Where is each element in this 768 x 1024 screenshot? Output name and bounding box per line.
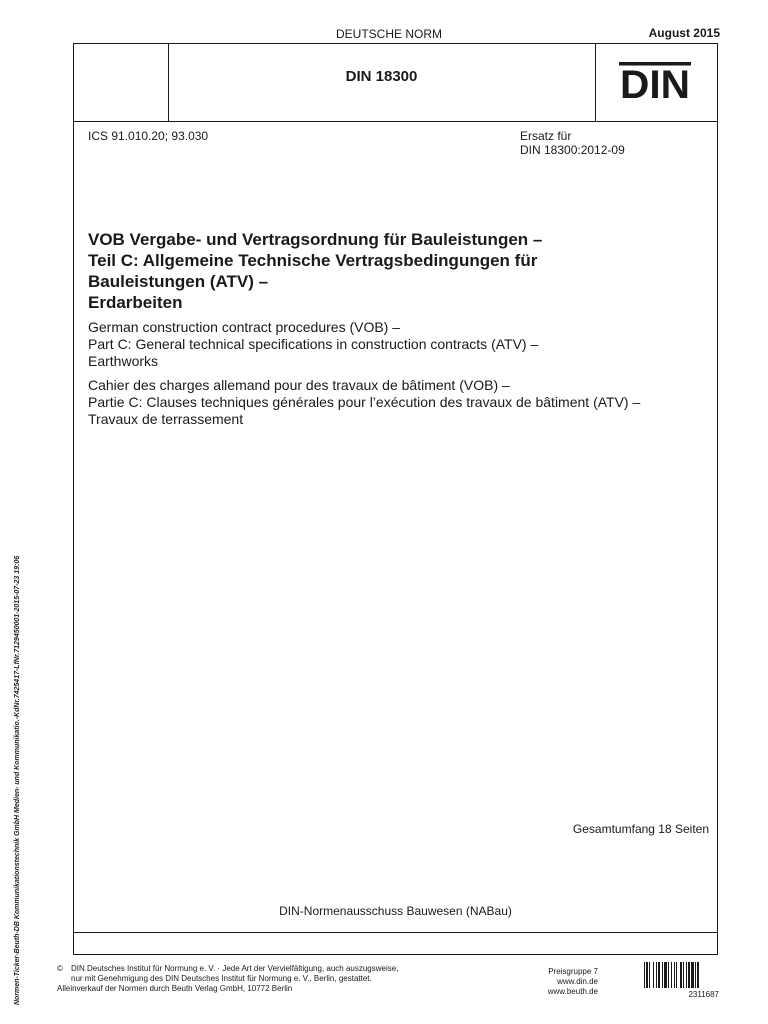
barcode-bar [691,962,694,988]
title-german-line: Bauleistungen (ATV) – [88,272,269,291]
title-german [88,229,708,313]
replaces-value: DIN 18300:2012-09 [520,143,625,157]
title-german-line: Teil C: Allgemeine Technische Vertragsbedingungen für [88,251,538,270]
barcode-image [644,962,719,988]
barcode-bar [680,962,682,988]
barcode-number: 2311687 [688,990,719,999]
barcode-bar [658,962,660,988]
title-english [88,319,708,370]
barcode-bar [656,962,657,988]
barcode-bar [695,962,696,988]
barcode-bar [653,962,654,988]
title-french-line: Travaux de terrassement [88,411,244,427]
barcode-bar [671,962,672,988]
header-row [74,44,717,122]
title-french-line: Partie C: Clauses techniques générales pour l’exécution des travaux de bâtiment (ATV) – [88,394,641,410]
barcode-bar [664,962,667,988]
title-english-line: Part C: General technical specifications in construction contracts (ATV) – [88,336,539,352]
title-english-line: Earthworks [88,353,159,369]
din-logo [619,62,691,102]
replaces-label: Ersatz für [520,129,572,143]
header-cell-logo [595,44,717,121]
side-watermark: Normen-Ticker-Beuth-DB Kommunikationstechnik GmbH Medien- und Kommunikatio.-KdNr.7425417-LfNr.7129450001-2015-07-23 19:06 [14,555,21,1005]
din-logo-text: DIN [620,63,690,102]
bottom-divider [74,932,717,933]
barcode-bar [686,962,687,988]
copyright-notice [57,964,398,994]
total-pages: Gesamtumfang 18 Seiten [572,822,709,836]
din-website[interactable]: www.din.de [557,977,598,986]
ics-code: ICS 91.010.20; 93.030 [88,129,209,143]
title-english-line: German construction contract procedures (VOB) – [88,319,401,335]
copyright-line: nur mit Genehmigung des DIN Deutsches Institut für Normung e. V., Berlin, gestattet. [71,974,372,983]
barcode-bar [688,962,690,988]
barcode-bar [649,962,650,988]
header-cell-number [168,44,596,121]
barcode-bar [644,962,645,988]
beuth-website[interactable]: www.beuth.de [547,987,598,996]
publication-date: August 2015 [648,26,720,40]
barcode-bar [683,962,684,988]
barcode-bar [668,962,669,988]
cover-frame [73,43,718,955]
copyright-line: DIN Deutsches Institut für Normung e. V. · Jede Art der Vervielfältigung, auch auszugsweise, [71,964,399,973]
barcode-bar [646,962,648,988]
header-cell-empty [74,44,169,121]
title-german-line: Erdarbeiten [88,293,183,312]
standard-number: DIN 18300 [345,68,418,85]
title-french [88,377,713,428]
barcode-bar [662,962,663,988]
title-german-line: VOB Vergabe- und Vertragsordnung für Bauleistungen – [88,230,543,249]
document-type: DEUTSCHE NORM [336,27,443,41]
title-french-line: Cahier des charges allemand pour des travaux de bâtiment (VOB) – [88,377,510,393]
copyright-line: Alleinverkauf der Normen durch Beuth Verlag GmbH, 10772 Berlin [57,984,293,993]
committee-name: DIN-Normenausschuss Bauwesen (NABau) [279,904,512,918]
price-group: Preisgruppe 7 [548,967,598,976]
barcode-bar [697,962,699,988]
barcode-bar [676,962,677,988]
price-info [540,967,598,997]
copyright-symbol: © [57,964,63,973]
barcode-bar [674,962,675,988]
replaces-block [520,129,625,157]
